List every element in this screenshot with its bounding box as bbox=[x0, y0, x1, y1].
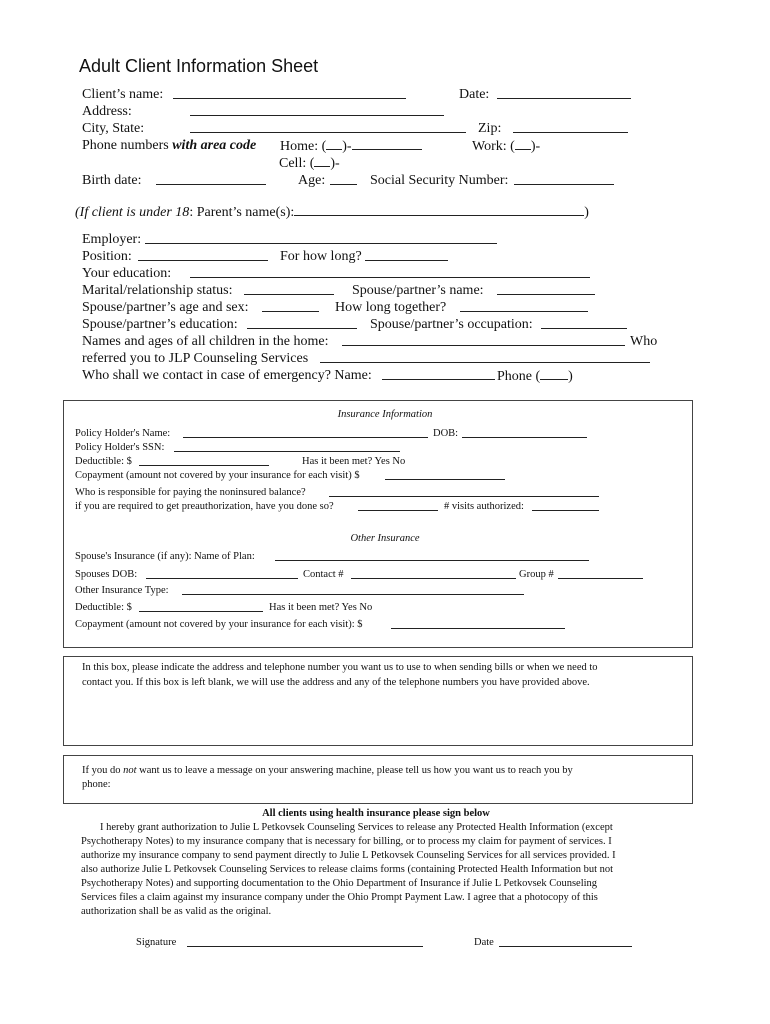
spouse-plan-line[interactable] bbox=[275, 549, 589, 561]
cell-close: )- bbox=[330, 156, 340, 171]
other-copayment-label: Copayment (amount not covered by your insurance for each visit): $ bbox=[75, 619, 363, 630]
age-label: Age: bbox=[298, 173, 326, 188]
signature-date-label: Date bbox=[474, 937, 494, 948]
dob-label: DOB: bbox=[433, 428, 459, 439]
employer-label: Employer: bbox=[82, 232, 142, 247]
has-it-been-met[interactable]: Has it been met? Yes No bbox=[302, 456, 406, 467]
spouse-education-line[interactable] bbox=[247, 316, 357, 329]
work-close: )- bbox=[530, 139, 541, 154]
copayment-line[interactable] bbox=[385, 468, 505, 480]
under18-close: ) bbox=[584, 205, 589, 220]
cell-open: Cell: ( bbox=[279, 156, 315, 171]
emergency-phone-label bbox=[497, 367, 573, 385]
authorization-line-7: authorization shall be as valid as the original. bbox=[81, 906, 272, 917]
employer-line[interactable] bbox=[145, 231, 497, 244]
policy-holder-ssn-line[interactable] bbox=[174, 440, 400, 452]
authorization-line-2: Psychotherapy Notes) to my insurance company that is necessary for billing, or to process my claim for payment of services. I bbox=[81, 836, 612, 847]
emergency-phone-open: Phone ( bbox=[497, 369, 541, 384]
emergency-label: Who shall we contact in case of emergency? Name: bbox=[82, 368, 372, 383]
city-state-line[interactable] bbox=[190, 120, 466, 133]
birth-date-label: Birth date: bbox=[82, 173, 142, 188]
work-phone-label bbox=[472, 137, 540, 155]
policy-holder-ssn-label: Policy Holder's SSN: bbox=[75, 442, 165, 453]
billing-box-line1: In this box, please indicate the address and telephone number you want us to use to when sending bills or when we need to bbox=[82, 662, 598, 673]
zip-label: Zip: bbox=[478, 121, 502, 136]
contact-line[interactable] bbox=[351, 567, 516, 579]
spouse-occupation-label: Spouse/partner’s occupation: bbox=[370, 317, 533, 332]
message-not: not bbox=[123, 765, 137, 776]
authorization-line-1: I hereby grant authorization to Julie L Petkovsek Counseling Services to release any Protected Health Information (except bbox=[100, 822, 613, 833]
ssn-line[interactable] bbox=[514, 172, 614, 185]
how-long-line[interactable] bbox=[365, 248, 448, 261]
position-label: Position: bbox=[82, 249, 132, 264]
work-open: Work: ( bbox=[472, 139, 515, 154]
home-number-line[interactable] bbox=[352, 137, 422, 150]
group-label: Group # bbox=[519, 569, 554, 580]
emergency-name-line[interactable] bbox=[382, 367, 495, 380]
responsible-label: Who is responsible for paying the noninsured balance? bbox=[75, 487, 306, 498]
billing-box-line2: contact you. If this box is left blank, we will use the address and any of the telephone numbers you have provided above. bbox=[82, 677, 590, 688]
message-box-line1 bbox=[82, 764, 573, 777]
other-type-line[interactable] bbox=[182, 583, 524, 595]
who-label: Who bbox=[630, 334, 658, 349]
other-insurance-heading: Other Insurance bbox=[350, 533, 420, 544]
home-phone-label bbox=[280, 137, 422, 155]
group-line[interactable] bbox=[558, 567, 643, 579]
signature-date-line[interactable] bbox=[499, 935, 632, 947]
spouse-name-line[interactable] bbox=[497, 282, 595, 295]
how-long-together-label: How long together? bbox=[335, 300, 447, 315]
education-line[interactable] bbox=[190, 265, 590, 278]
authorization-line-6: Services files a claim against my insurance company under the Ohio Prompt Payment Law. I agree that a photocopy of this bbox=[81, 892, 598, 903]
education-label: Your education: bbox=[82, 266, 172, 281]
insurance-heading: Insurance Information bbox=[337, 409, 433, 420]
referred-label: referred you to JLP Counseling Services bbox=[82, 351, 309, 366]
age-line[interactable] bbox=[330, 172, 357, 185]
phone-numbers-label bbox=[82, 137, 256, 154]
zip-line[interactable] bbox=[513, 120, 628, 133]
marital-label: Marital/relationship status: bbox=[82, 283, 233, 298]
dob-line[interactable] bbox=[462, 426, 587, 438]
policy-holder-name-line[interactable] bbox=[183, 426, 428, 438]
visits-authorized-label: # visits authorized: bbox=[444, 501, 524, 512]
ssn-label: Social Security Number: bbox=[370, 173, 509, 188]
message-box-line2: phone: bbox=[82, 779, 111, 790]
address-label: Address: bbox=[82, 104, 132, 119]
responsible-line[interactable] bbox=[329, 485, 599, 497]
how-long-together-line[interactable] bbox=[460, 299, 588, 312]
birth-date-line[interactable] bbox=[156, 172, 266, 185]
spouse-occupation-line[interactable] bbox=[541, 316, 627, 329]
signature-label: Signature bbox=[136, 937, 177, 948]
other-has-it-been-met[interactable]: Has it been met? Yes No bbox=[269, 602, 373, 613]
date-line[interactable] bbox=[497, 86, 631, 99]
spouse-age-sex-line[interactable] bbox=[262, 299, 319, 312]
position-line[interactable] bbox=[138, 248, 268, 261]
spouse-plan-label: Spouse's Insurance (if any): Name of Plan: bbox=[75, 551, 255, 562]
cell-phone-label bbox=[279, 154, 340, 172]
home-close: )- bbox=[342, 139, 352, 154]
emergency-phone-line[interactable] bbox=[540, 367, 568, 380]
children-label: Names and ages of all children in the home: bbox=[82, 334, 329, 349]
under18-rest: : Parent’s name(s): bbox=[189, 205, 295, 220]
children-line[interactable] bbox=[342, 333, 625, 346]
clients-name-line[interactable] bbox=[173, 86, 406, 99]
emergency-phone-close: ) bbox=[568, 369, 573, 384]
how-long-label: For how long? bbox=[280, 249, 362, 264]
authorization-line-5: Psychotherapy Notes) and supporting documentation to the Ohio Department of Insurance if Julie L Petkovsek Counseling bbox=[81, 878, 598, 889]
cell-area-line[interactable] bbox=[314, 154, 330, 167]
under18-prefix: (If client is under 18 bbox=[75, 205, 190, 220]
work-area-line[interactable] bbox=[515, 137, 531, 150]
parents-name-line[interactable] bbox=[294, 203, 584, 216]
home-area-line[interactable] bbox=[326, 137, 342, 150]
clients-name-label: Client’s name: bbox=[82, 87, 164, 102]
contact-label: Contact # bbox=[303, 569, 344, 580]
signature-line[interactable] bbox=[187, 935, 423, 947]
page-title: Adult Client Information Sheet bbox=[79, 56, 319, 76]
deductible-label: Deductible: $ bbox=[75, 456, 132, 467]
deductible-line[interactable] bbox=[139, 454, 269, 466]
spouse-age-sex-label: Spouse/partner’s age and sex: bbox=[82, 300, 249, 315]
authorization-line-3: authorize my insurance company to send payment directly to Julie L Petkovsek Counseling Services for all services provided. I bbox=[81, 850, 616, 861]
message-post: want us to leave a message on your answering machine, please tell us how you want us to reach you by bbox=[136, 765, 573, 776]
city-state-label: City, State: bbox=[82, 121, 145, 136]
spouse-dob-label: Spouses DOB: bbox=[75, 569, 138, 580]
phone-numbers-text: Phone numbers bbox=[82, 138, 169, 153]
policy-holder-name-label: Policy Holder's Name: bbox=[75, 428, 171, 439]
copayment-label: Copayment (amount not covered by your insurance for each visit) $ bbox=[75, 470, 360, 481]
referred-line[interactable] bbox=[320, 350, 650, 363]
message-pre: If you do bbox=[82, 765, 124, 776]
authorization-line-4: also authorize Julie L Petkovsek Counseling Services to release claims forms (containing Protected Health Information but not bbox=[81, 864, 614, 875]
preauth-label: if you are required to get preauthorization, have you done so? bbox=[75, 501, 334, 512]
preauth-line[interactable] bbox=[358, 499, 438, 511]
spouse-dob-line[interactable] bbox=[146, 567, 298, 579]
home-open: Home: ( bbox=[280, 139, 327, 154]
date-label: Date: bbox=[459, 87, 490, 102]
visits-authorized-line[interactable] bbox=[532, 499, 599, 511]
spouse-education-label: Spouse/partner’s education: bbox=[82, 317, 238, 332]
authorization-heading: All clients using health insurance please sign below bbox=[262, 808, 490, 819]
with-area-code-text: with area code bbox=[172, 138, 257, 153]
spouse-name-label: Spouse/partner’s name: bbox=[352, 283, 484, 298]
marital-line[interactable] bbox=[244, 282, 334, 295]
address-line[interactable] bbox=[190, 103, 444, 116]
other-deductible-label: Deductible: $ bbox=[75, 602, 132, 613]
under18-label bbox=[75, 203, 589, 221]
other-copayment-line[interactable] bbox=[391, 617, 565, 629]
message-preference-box[interactable] bbox=[63, 755, 693, 804]
other-type-label: Other Insurance Type: bbox=[75, 585, 169, 596]
other-deductible-line[interactable] bbox=[139, 600, 263, 612]
